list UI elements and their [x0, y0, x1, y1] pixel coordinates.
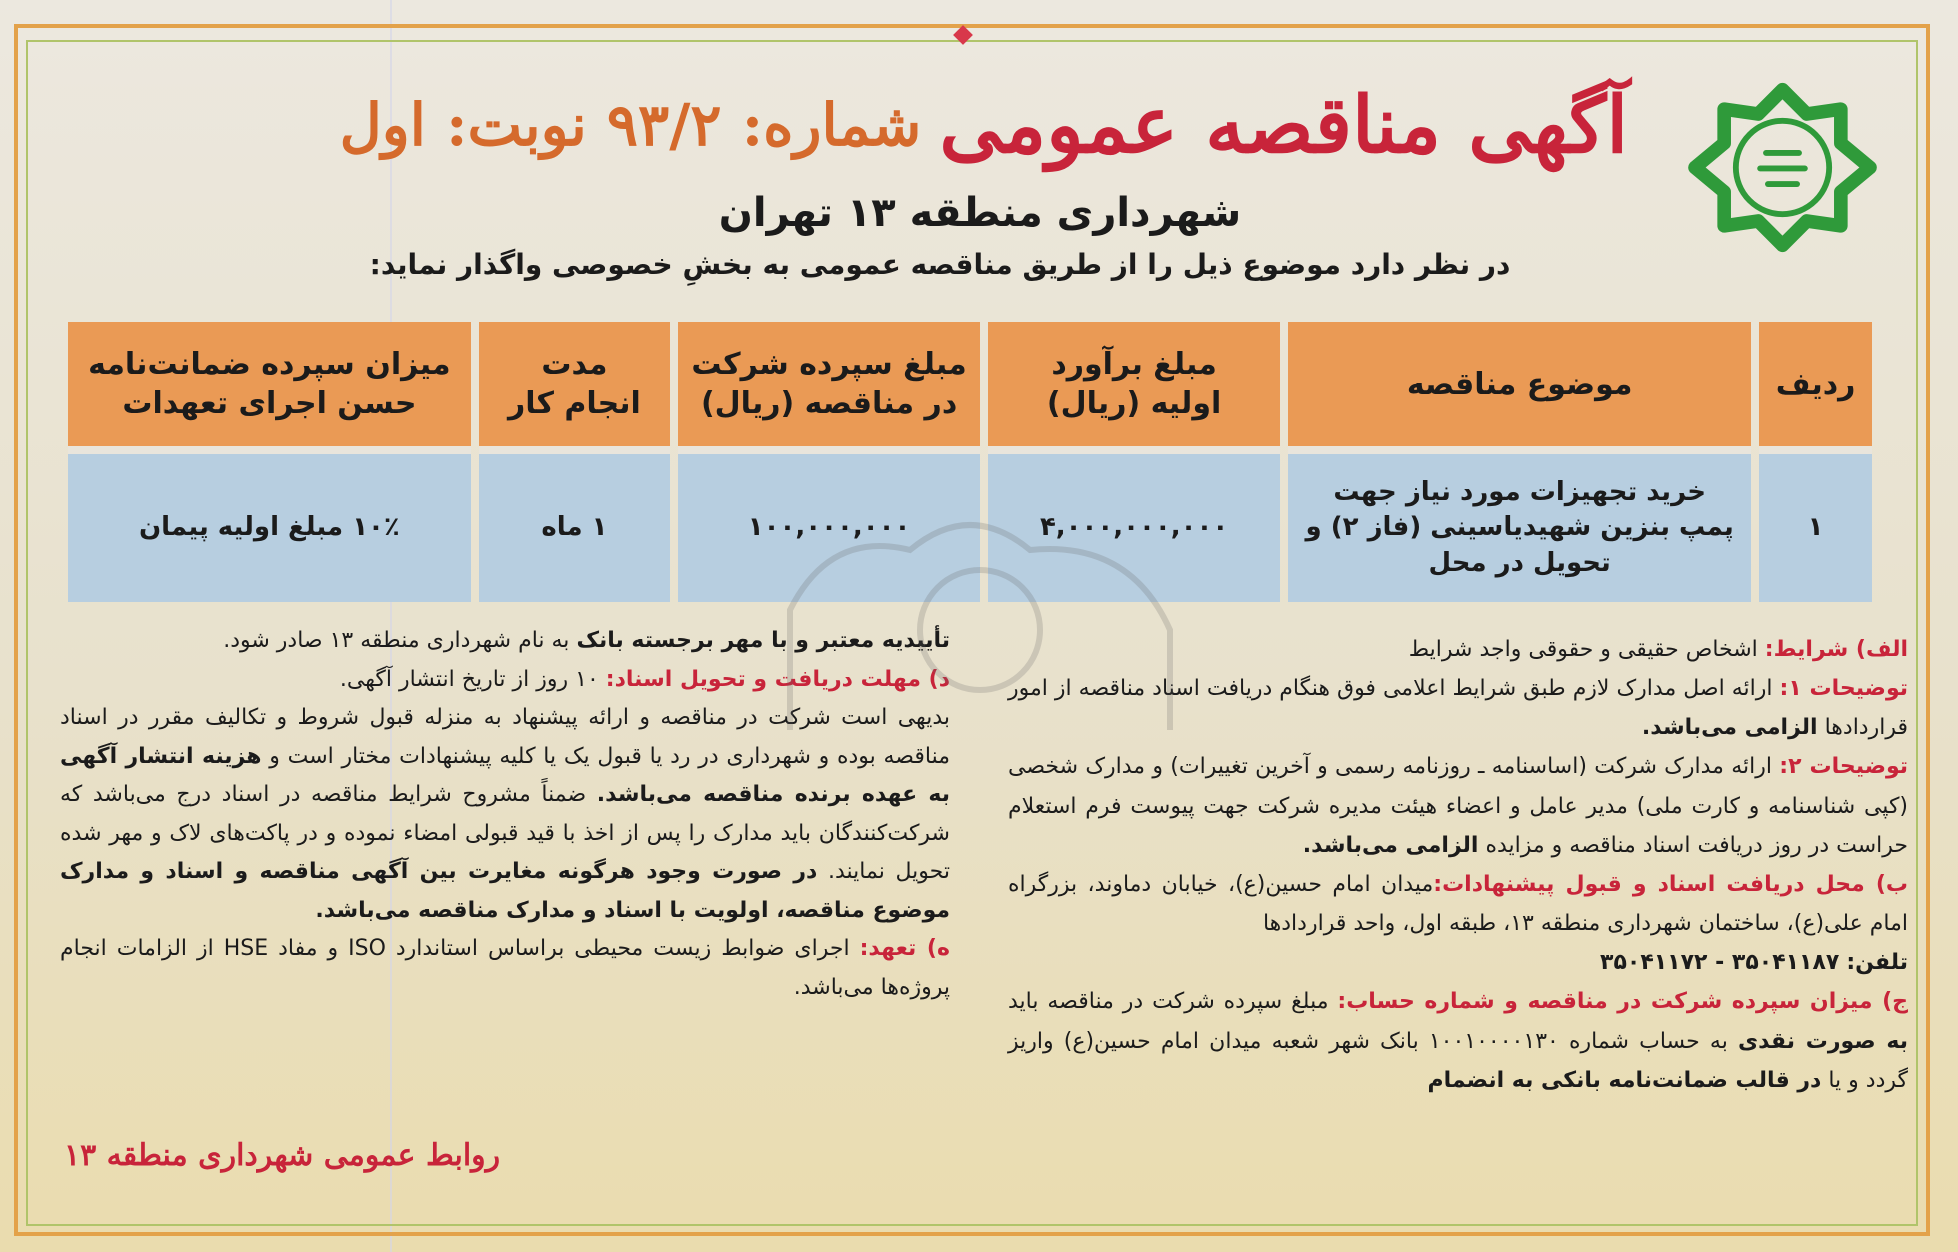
condition-dal: د) مهلت دریافت و تحویل اسناد: ۱۰ روز از تاریخ انتشار آگهی.	[339, 666, 950, 692]
title-main: آگهی مناقصه عمومی	[939, 79, 1628, 171]
cell-estimate: ۴,۰۰۰,۰۰۰,۰۰۰	[988, 454, 1280, 602]
header-duration: مدت انجام کار	[479, 322, 670, 454]
note-1: توضیحات ۱: ارائه اصل مدارک لازم طبق شرایط اعلامی فوق هنگام دریافت اسناد مناقصه از امور قراردادها الزامی می‌باشد.	[1008, 676, 1908, 741]
header-deposit: مبلغ سپرده شرکت در مناقصه (ریال)	[678, 322, 980, 454]
cell-subject: خرید تجهیزات مورد نیاز جهت پمپ بنزین شهیدیاسینی (فاز ۲) و تحویل در محل	[1288, 454, 1751, 602]
note-2: توضیحات ۲: ارائه مدارک شرکت (اساسنامه ـ روزنامه رسمی و آخرین تغییرات) و مدارک شخصی (کپی شناسنامه و کارت ملی) مدیر عامل و اعضاء هیئت مدیره شرکت جهت پیوست فرم استعلام حراست در روز دریافت اسناد مناقصه و مزایده الزامی می‌باشد.	[1008, 754, 1909, 858]
watermark-graphic	[770, 490, 1190, 750]
cell-row-number: ۱	[1759, 454, 1872, 602]
ad-title	[268, 70, 1628, 180]
condition-jim: ج) میزان سپرده شرکت در مناقصه و شماره حساب: مبلغ سپرده شرکت در مناقصه باید به صورت نقدی به حساب شماره ۱۰۰۱۰۰۰۰۱۳۰ بانک شهر شعبه میدان امام حسین(ع) واریز گردد و یا در قالب ضمانت‌نامه بانکی به انضمام	[1008, 989, 1908, 1093]
title-number: شماره: ۹۳/۲ نوبت: اول	[339, 91, 922, 159]
municipality-name: شهرداری منطقه ۱۳ تهران	[718, 190, 1242, 236]
cell-duration: ۱ ماه	[479, 454, 670, 602]
header-guarantee: میزان سپرده ضمانت‌نامه حسن اجرای تعهدات	[68, 322, 471, 454]
condition-be: ب) محل دریافت اسناد و قبول پیشنهادات:میدان امام حسین(ع)، خیابان دماوند، بزرگراه امام علی(ع)، ساختمان شهرداری منطقه ۱۳، طبقه اول، واحد قراردادها	[1008, 871, 1908, 937]
condition-alef: الف) شرایط: اشخاص حقیقی و حقوقی واجد شرایط	[1408, 637, 1908, 662]
header-estimate: مبلغ برآورد اولیه (ریال)	[988, 322, 1280, 454]
cell-guarantee: ۱۰٪ مبلغ اولیه پیمان	[68, 454, 471, 602]
general-terms: بدیهی است شرکت در مناقصه و ارائه پیشنهاد به منزله قبول شروط و تکالیف مقرر در اسناد مناقصه بوده و شهرداری در رد یا قبول یک یا کلیه پیشنهادات مختار است و هزینه انتشار آگهی به عهده برنده مناقصه می‌باشد. ضمناً مشروح شرایط مناقصه در اسناد درج می‌باشد که شرکت‌کنندگان باید مدارک را پس از اخذ با قید قبولی امضاء نموده و در پاکت‌های لاک و مهر شده تحویل نمایند. در صورت وجود هرگونه مغایرت بین آگهی مناقصه و اسناد و مدارک موضوع مناقصه، اولویت با اسناد و مدارک مناقصه می‌باشد.	[60, 705, 950, 923]
condition-he: ه) تعهد: اجرای ضوابط زیست محیطی براساس استاندارد ISO و مفاد HSE از الزامات انجام پروژه‌ها می‌باشد.	[60, 936, 950, 1000]
cell-deposit: ۱۰۰,۰۰۰,۰۰۰	[678, 454, 980, 602]
bank-confirmation: تأییدیه معتبر و با مهر برجسته بانک به نام شهرداری منطقه ۱۳ صادر شود.	[223, 628, 950, 653]
public-relations-signature: روابط عمومی شهرداری منطقه ۱۳	[64, 1138, 501, 1173]
intro-text: در نظر دارد موضوع ذیل را از طریق مناقصه عمومی به بخشِ خصوصی واگذار نماید:	[369, 248, 1511, 281]
phone-line: تلفن: ۳۵۰۴۱۱۸۷ - ۳۵۰۴۱۱۷۲	[1600, 950, 1908, 976]
table-header-row	[68, 322, 1872, 454]
header-subject: موضوع مناقصه	[1288, 322, 1751, 454]
tehran-municipality-logo-icon	[1685, 80, 1880, 255]
header-row-number: ردیف	[1759, 322, 1872, 454]
